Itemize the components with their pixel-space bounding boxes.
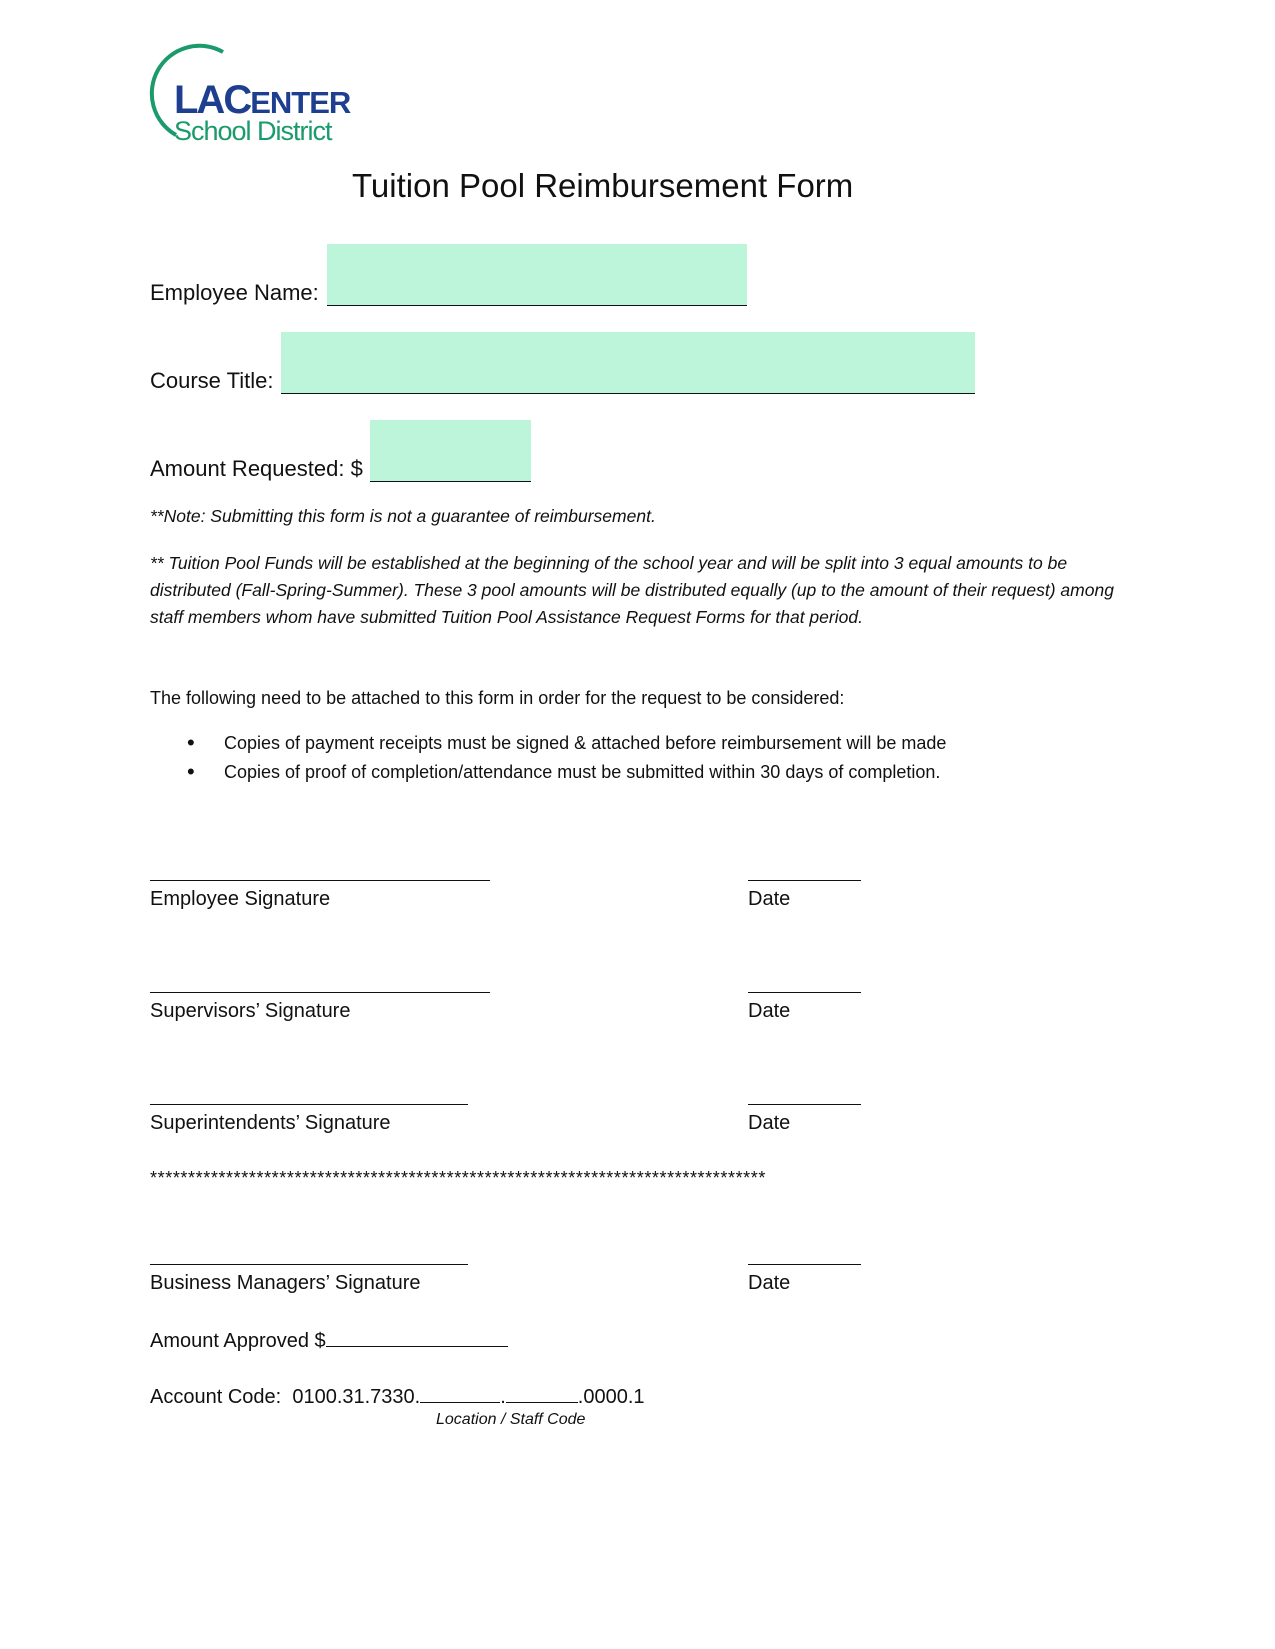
amount-approved-line[interactable] xyxy=(326,1328,508,1347)
location-code-blank[interactable] xyxy=(420,1384,500,1403)
account-code-caption: Location / Staff Code xyxy=(436,1411,586,1428)
supervisor-signature-line[interactable] xyxy=(150,992,490,993)
amount-approved-label: Amount Approved $ xyxy=(150,1330,326,1352)
supervisor-signature-label: Supervisors’ Signature xyxy=(150,1000,351,1022)
district-logo xyxy=(148,40,351,150)
attachments-intro: The following need to be attached to this form in order for the request to be considered: xyxy=(150,688,845,708)
business-manager-date-label: Date xyxy=(748,1272,791,1294)
supervisor-date-label: Date xyxy=(748,1000,791,1022)
bullet-icon: • xyxy=(187,759,195,784)
account-code-prefix: 0100.31.7330. xyxy=(292,1386,421,1408)
employee-name-label: Employee Name: xyxy=(150,280,319,305)
business-manager-date-line[interactable] xyxy=(748,1264,861,1265)
employee-name-input[interactable] xyxy=(327,244,747,306)
superintendent-date-line[interactable] xyxy=(748,1104,861,1105)
bullet-icon: • xyxy=(187,730,195,755)
employee-signature-line[interactable] xyxy=(150,880,490,881)
course-title-label: Course Title: xyxy=(150,368,274,393)
employee-signature-label: Employee Signature xyxy=(150,888,331,910)
disclaimer-note: **Note: Submitting this form is not a guarantee of reimbursement. xyxy=(150,506,656,526)
business-manager-signature-line[interactable] xyxy=(150,1264,468,1265)
staff-code-blank[interactable] xyxy=(506,1384,578,1403)
amount-approved-row xyxy=(150,1328,508,1353)
account-code-label: Account Code: xyxy=(150,1386,282,1408)
account-code-dot: . xyxy=(500,1386,506,1408)
logo-subtitle: School District xyxy=(174,116,332,146)
employee-date-label: Date xyxy=(748,888,791,910)
tuition-pool-paragraph: ** Tuition Pool Funds will be established at the beginning of the school year and will be split into 3 equal amounts to be distributed (Fall-Spring-Summer). These 3 pool amounts will be distributed equally (up to the amount of their request) among staff members whom have submitted Tuition Pool Assistance Request Forms for that period. xyxy=(150,553,1114,627)
form-title: Tuition Pool Reimbursement Form xyxy=(352,167,854,204)
supervisor-date-line[interactable] xyxy=(748,992,861,993)
account-code-suffix: .0000.1 xyxy=(577,1386,645,1408)
amount-requested-input[interactable] xyxy=(370,420,531,482)
business-manager-signature-label: Business Managers’ Signature xyxy=(150,1272,421,1294)
section-separator: ********************************************************************************* xyxy=(150,1168,766,1188)
attachment-item: Copies of payment receipts must be signed & attached before reimbursement will be made xyxy=(224,733,947,753)
amount-requested-label: Amount Requested: $ xyxy=(150,456,363,481)
attachment-item: Copies of proof of completion/attendance must be submitted within 30 days of completion. xyxy=(224,762,941,782)
superintendent-signature-line[interactable] xyxy=(150,1104,468,1105)
superintendent-signature-label: Superintendents’ Signature xyxy=(150,1112,391,1134)
employee-date-line[interactable] xyxy=(748,880,861,881)
course-title-input[interactable] xyxy=(281,332,975,394)
account-code-row xyxy=(150,1384,645,1409)
superintendent-date-label: Date xyxy=(748,1112,791,1134)
logo-wordmark: LACENTER xyxy=(174,78,351,122)
